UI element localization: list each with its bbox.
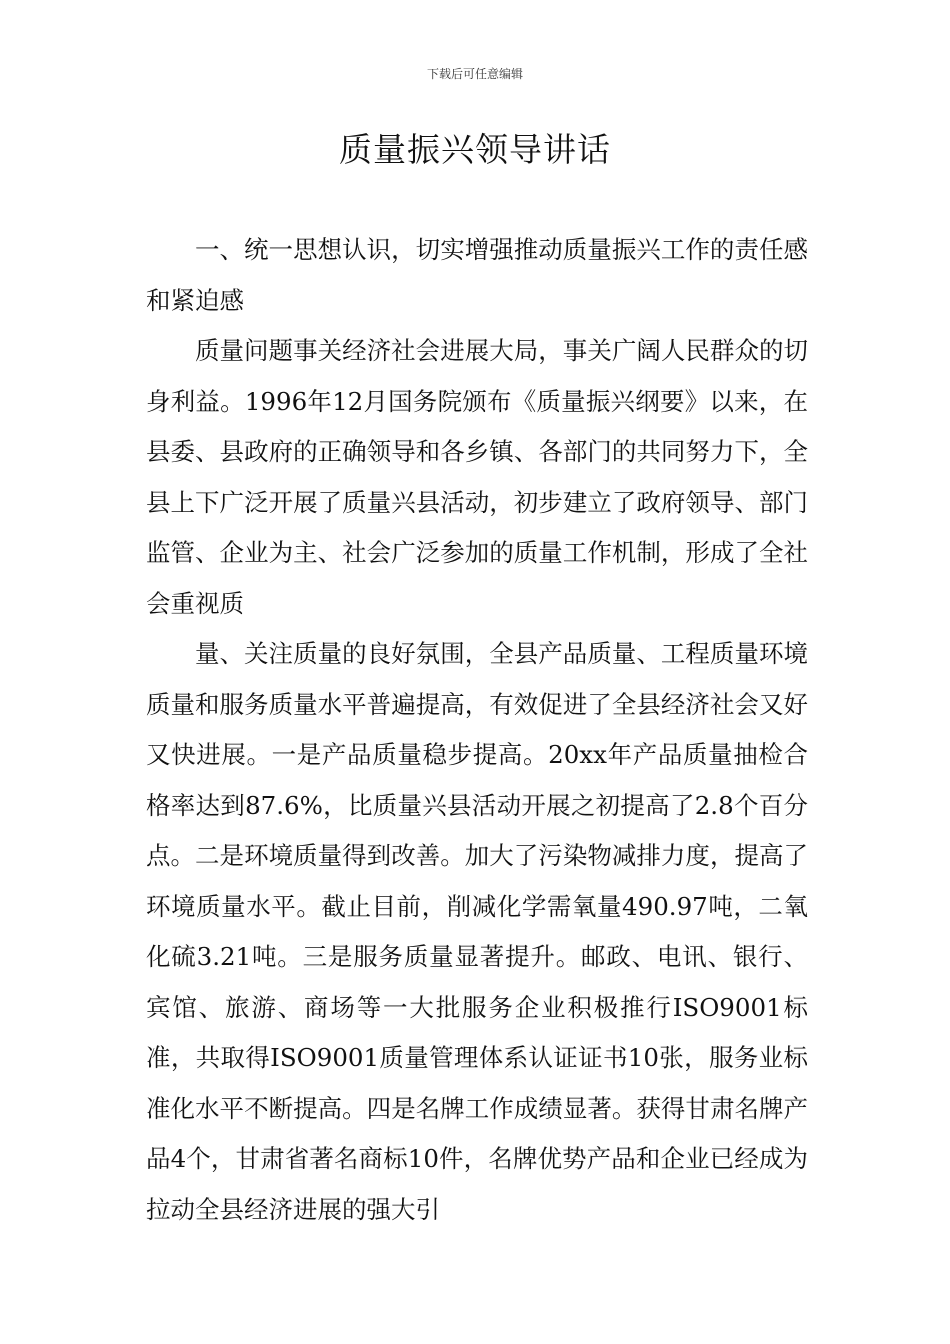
document-title: 质量振兴领导讲话 — [339, 130, 611, 169]
body-paragraph: 质量问题事关经济社会进展大局，事关广阔人民群众的切身利益。1996年12月国务院颁布《质量振兴纲要》以来，在县委、县政府的正确领导和各乡镇、各部门的共同努力下，全县上下广泛开展了质量兴县活动，初步建立了政府领导、部门监管、企业为主、社会广泛参加的质量工作机制，形成了全社会重视质 — [146, 336, 808, 618]
document-body — [146, 225, 808, 1235]
section-heading: 一、统一思想认识，切实增强推动质量振兴工作的责任感和紧迫感 — [146, 235, 808, 315]
header-note: 下载后可任意编辑 — [426, 67, 523, 81]
body-paragraph: 量、关注质量的良好氛围，全县产品质量、工程质量环境质量和服务质量水平普遍提高，有效促进了全县经济社会又好又快进展。一是产品质量稳步提高。20xx年产品质量抽检合格率达到87.6%，比质量兴县活动开展之初提高了2.8个百分点。二是环境质量得到改善。加大了污染物减排力度，提高了环境质量水平。截止目前，削减化学需氧量490.97吨，二氧化硫3.21吨。三是服务质量显著提升。邮政、电讯、银行、宾馆、旅游、商场等一大批服务企业积极推行ISO9001标准，共取得ISO9001质量管理体系认证证书10张，服务业标准化水平不断提高。四是名牌工作成绩显著。获得甘肃名牌产品4个，甘肃省著名商标10件，名牌优势产品和企业已经成为拉动全县经济进展的强大引 — [146, 639, 808, 1224]
